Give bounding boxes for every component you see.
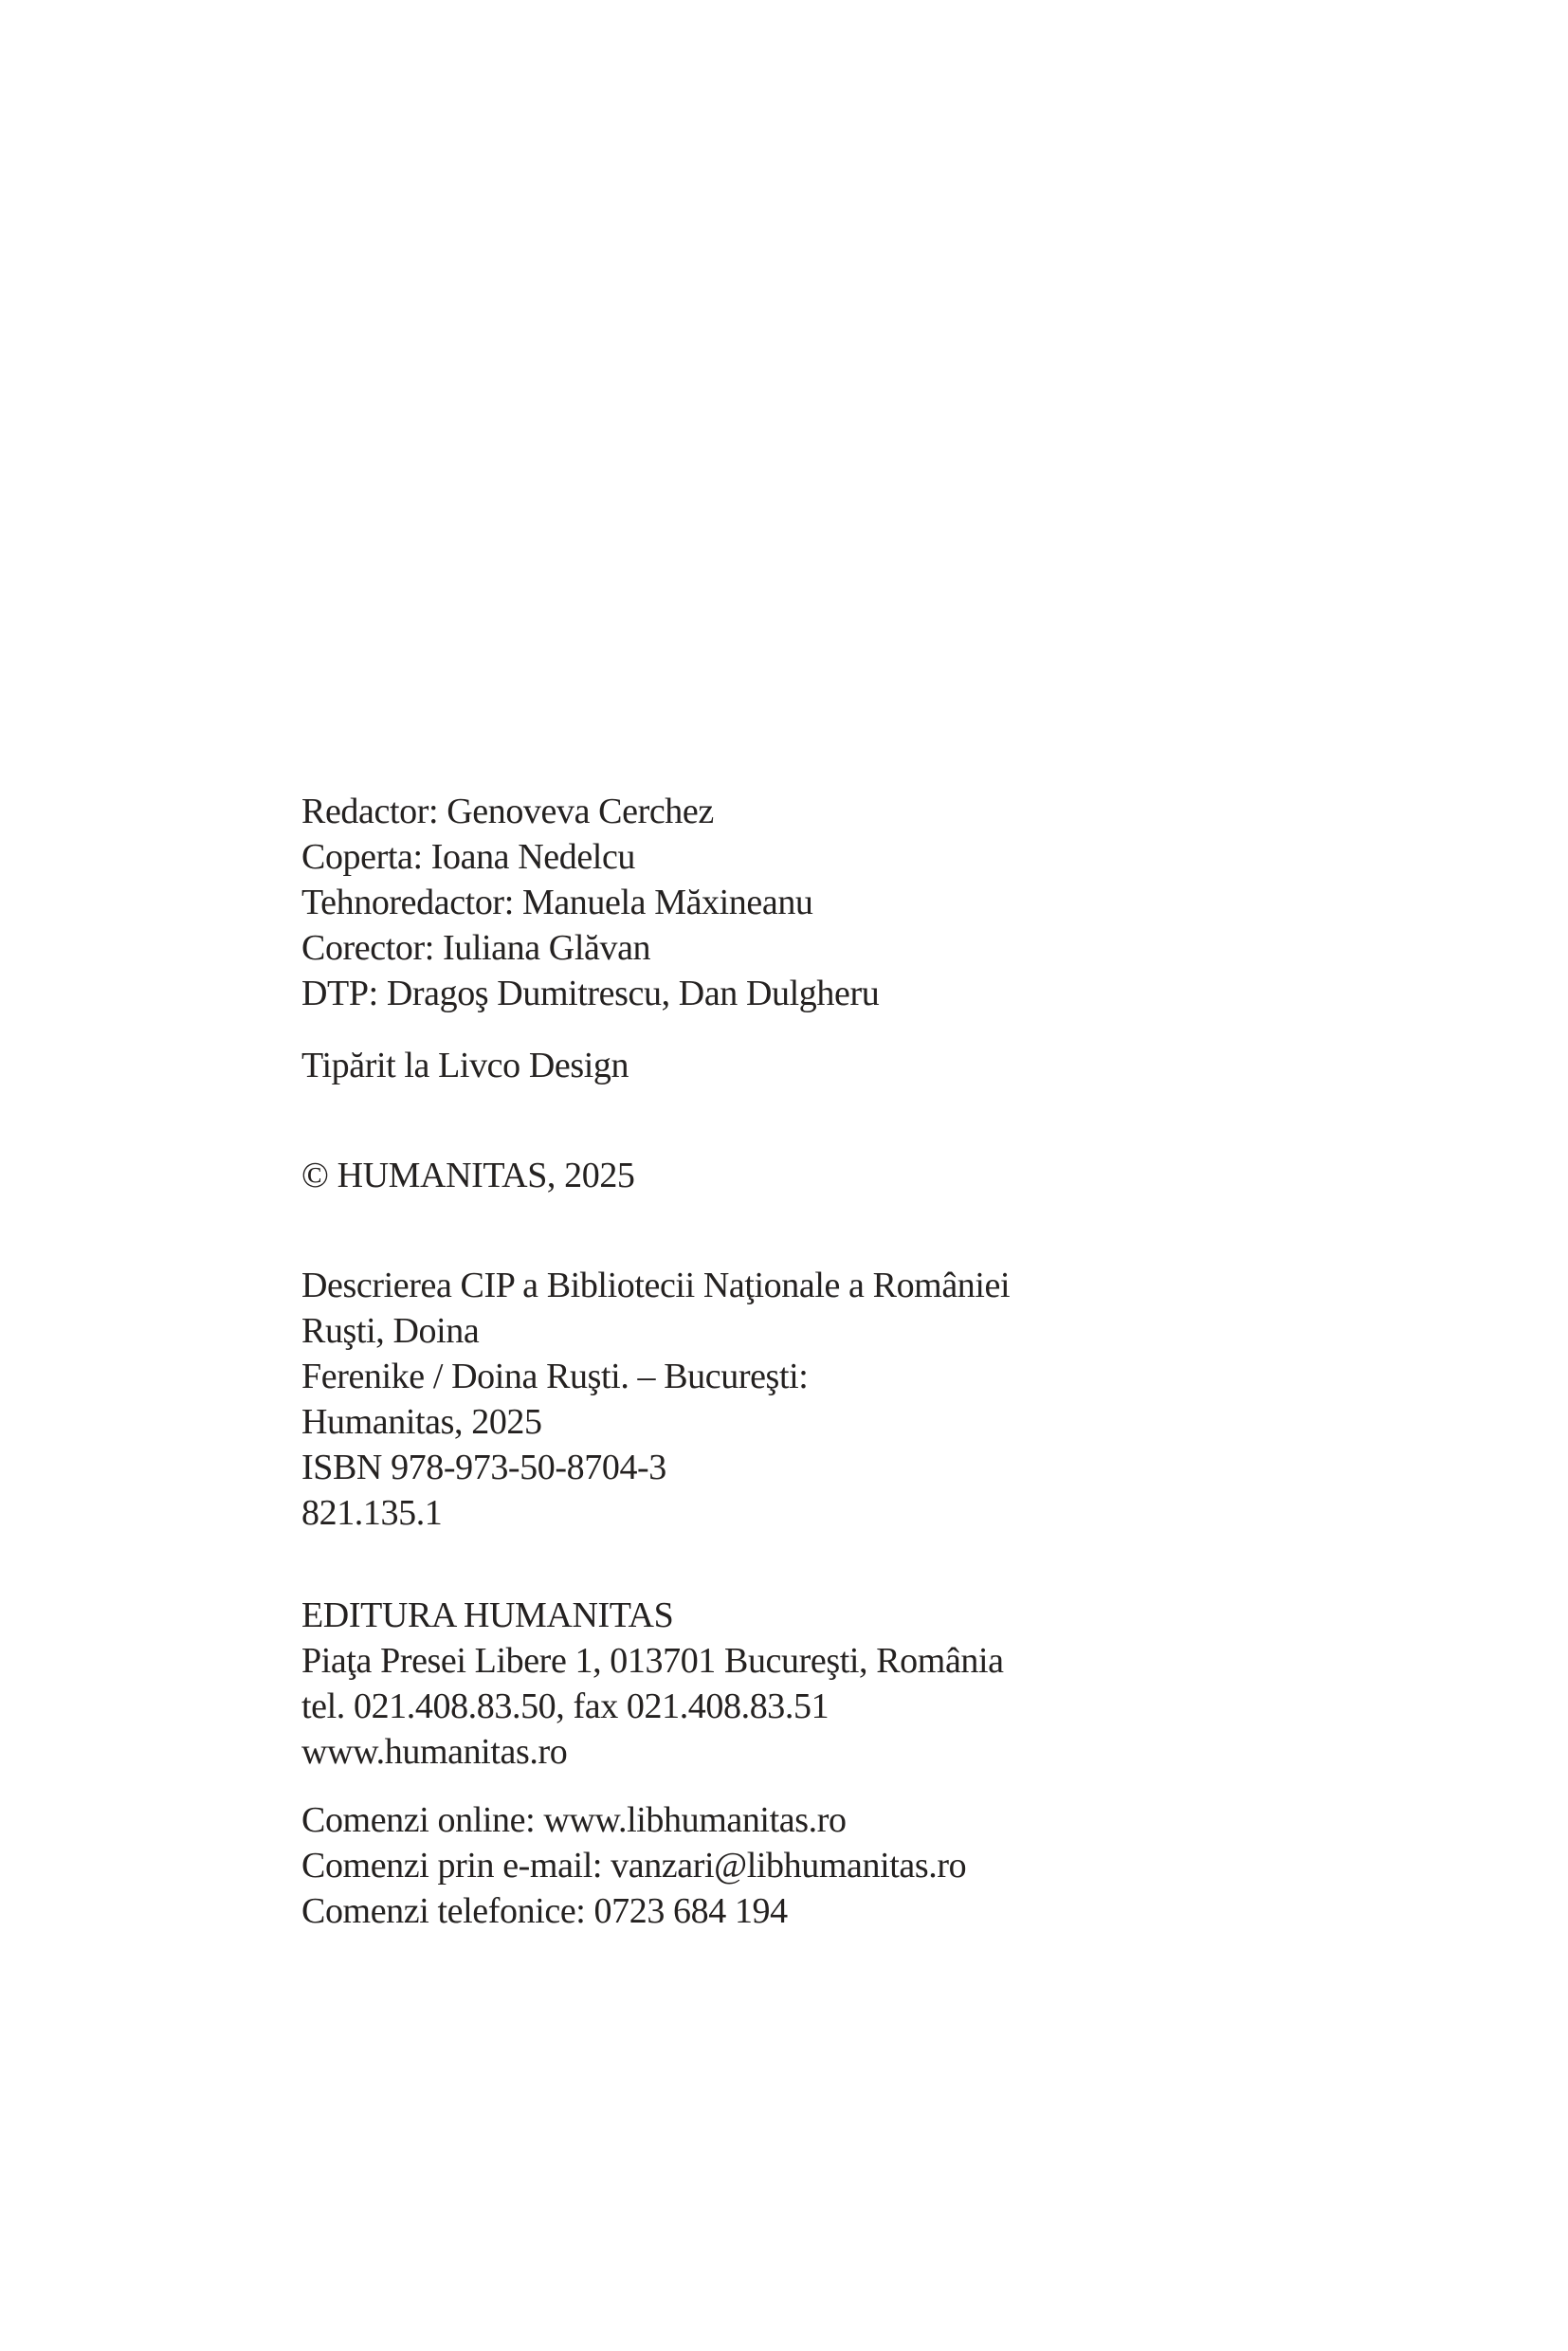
cip-author-line: Ruşti, Doina — [301, 1311, 480, 1351]
orders-block — [301, 1797, 1155, 1934]
cip-title-line: Descrierea CIP a Bibliotecii Naţionale a României — [301, 1266, 1011, 1305]
cip-description-block — [301, 1263, 1155, 1536]
publisher-name-line: EDITURA HUMANITAS — [301, 1595, 674, 1635]
orders-phone-line: Comenzi telefonice: 0723 684 194 — [301, 1891, 788, 1931]
cip-udc-line: 821.135.1 — [301, 1493, 443, 1533]
publisher-contact-block — [301, 1593, 1155, 1775]
publisher-phone-line: tel. 021.408.83.50, fax 021.408.83.51 — [301, 1686, 830, 1726]
orders-email-line: Comenzi prin e-mail: vanzari@libhumanitas.ro — [301, 1846, 967, 1886]
credit-proofreader-line: Corector: Iuliana Glăvan — [301, 928, 651, 968]
publisher-address-line: Piaţa Presei Libere 1, 013701 Bucureşti, România — [301, 1641, 1004, 1681]
orders-online-line: Comenzi online: www.libhumanitas.ro — [301, 1800, 847, 1840]
credit-dtp-line: DTP: Dragoş Dumitrescu, Dan Dulgheru — [301, 974, 880, 1013]
copyright-block — [301, 1153, 1155, 1198]
credit-editor-line: Redactor: Genoveva Cerchez — [301, 792, 714, 831]
cip-isbn-line: ISBN 978-973-50-8704-3 — [301, 1448, 666, 1487]
cip-publisher-line: Humanitas, 2025 — [301, 1402, 542, 1442]
colophon-text-column — [301, 789, 1155, 1934]
credits-block — [301, 789, 1155, 1016]
printed-at-line: Tipărit la Livco Design — [301, 1046, 629, 1085]
printed-at-block — [301, 1043, 1155, 1088]
credit-cover-line: Coperta: Ioana Nedelcu — [301, 837, 636, 877]
copyright-line: © HUMANITAS, 2025 — [301, 1156, 635, 1195]
publisher-website-line: www.humanitas.ro — [301, 1732, 568, 1772]
credit-typesetting-line: Tehnoredactor: Manuela Măxineanu — [301, 883, 813, 922]
cip-book-line: Ferenike / Doina Ruşti. – Bucureşti: — [301, 1357, 809, 1396]
